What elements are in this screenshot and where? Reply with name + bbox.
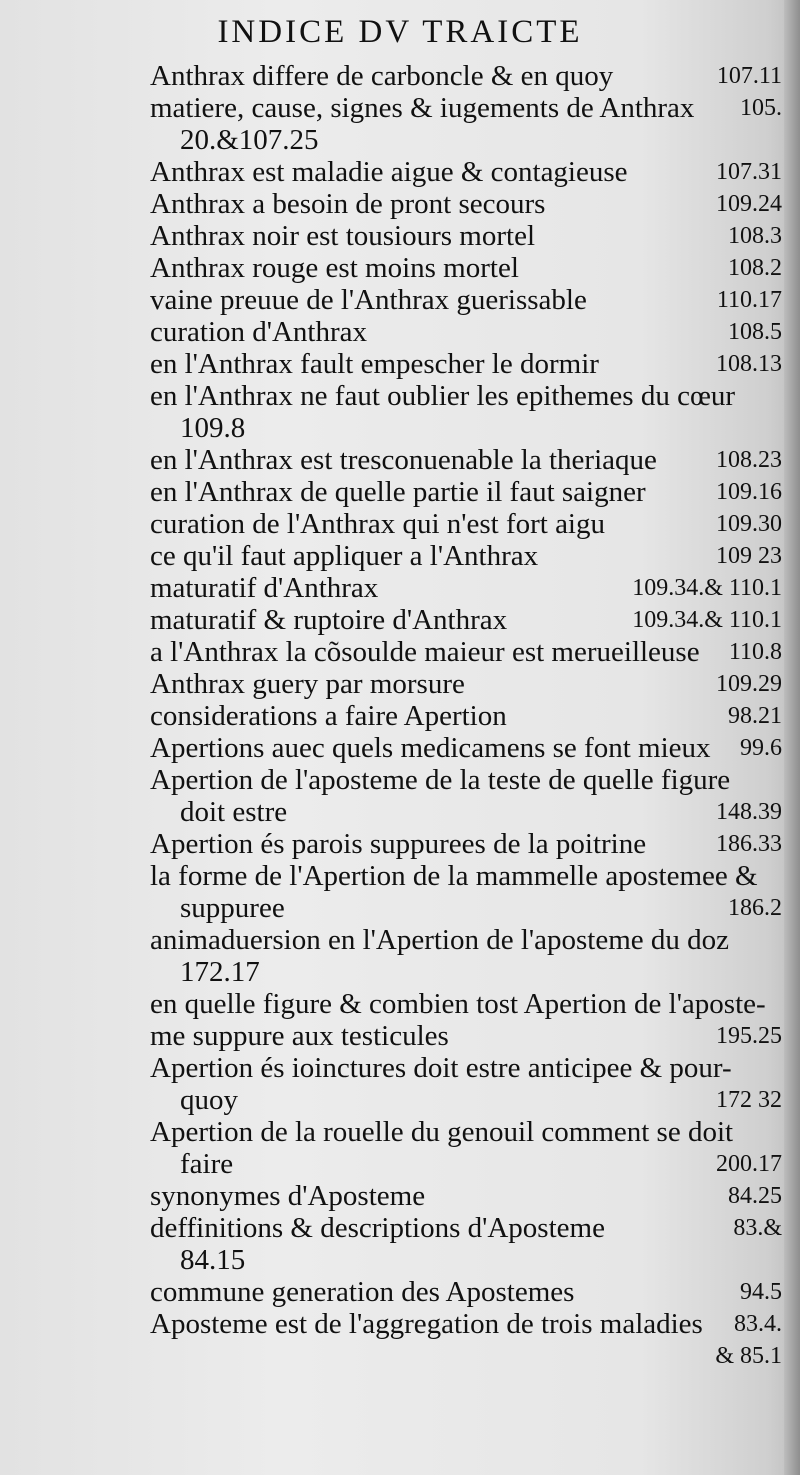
entry-page: 107.11 — [716, 63, 782, 89]
entry-text: Anthrax a besoin de pront secours — [150, 188, 546, 220]
entry-page: 110.17 — [716, 287, 782, 313]
entry-text: ce qu'il faut appliquer a l'Anthrax — [150, 540, 539, 572]
entry-page: 108.23 — [716, 447, 782, 473]
entry-page: 109 23 — [716, 543, 782, 569]
entry-text: suppuree — [180, 892, 285, 924]
entry-page: 200.17 — [716, 1151, 782, 1177]
entry-page: 94.5 — [740, 1279, 782, 1305]
entry-text: maturatif & ruptoire d'Anthrax — [150, 604, 508, 636]
entry-page: 109.29 — [716, 671, 782, 697]
entry-text: en quelle figure & combien tost Apertion de l'aposte- — [150, 988, 766, 1020]
entry-page: 84.25 — [728, 1183, 782, 1209]
entry-text: Anthrax differe de carboncle & en quoy — [150, 60, 614, 92]
entry-page: 186.33 — [716, 831, 782, 857]
entry-page: 83.4. — [734, 1311, 782, 1337]
entry-text: en l'Anthrax ne faut oublier les epithemes du cœur — [150, 380, 736, 412]
entry-text: commune generation des Apostemes — [150, 1276, 575, 1308]
entry-text: en l'Anthrax est tresconuenable la theriaque — [150, 444, 657, 476]
entry-page: & 85.1 — [715, 1343, 782, 1369]
entry-text: synonymes d'Aposteme — [150, 1180, 426, 1212]
entry-page: 186.2 — [728, 895, 782, 921]
entry-page: 83.& — [733, 1215, 782, 1241]
entry-text: Apertion de la rouelle du genouil comment se doit — [150, 1116, 734, 1148]
entry-text: 20.&107.25 — [180, 124, 319, 156]
entry-text: Anthrax rouge est moins mortel — [150, 252, 519, 284]
entry-text: Anthrax est maladie aigue & contagieuse — [150, 156, 628, 188]
entry-text: 172.17 — [180, 956, 260, 988]
entry-text: en l'Anthrax fault empescher le dormir — [150, 348, 599, 380]
page-header: INDICE DV TRAICTE — [217, 14, 583, 50]
entry-text: Aposteme est de l'aggregation de trois maladies — [150, 1308, 703, 1340]
entry-page: 110.8 — [728, 639, 782, 665]
entry-text: Apertions auec quels medicamens se font mieux — [150, 732, 711, 764]
entry-text: me suppure aux testicules — [150, 1020, 449, 1052]
entry-page: 98.21 — [728, 703, 782, 729]
entry-text: curation de l'Anthrax qui n'est fort aigu — [150, 508, 605, 540]
entry-text: curation d'Anthrax — [150, 316, 368, 348]
entry-page: 107.31 — [716, 159, 782, 185]
entry-page: 108.2 — [728, 255, 782, 281]
entry-text: la forme de l'Apertion de la mammelle apostemee & — [150, 860, 758, 892]
entry-page: 109.30 — [716, 511, 782, 537]
entry-text: a l'Anthrax la cõsoulde maieur est merueilleuse — [150, 636, 700, 668]
entry-text: animaduersion en l'Apertion de l'aposteme du doz — [150, 924, 730, 956]
entry-text: en l'Anthrax de quelle partie il faut saigner — [150, 476, 646, 508]
entry-page: 148.39 — [716, 799, 782, 825]
entry-text: Apertion és ioinctures doit estre anticipee & pour- — [150, 1052, 732, 1084]
entry-page: 172 32 — [716, 1087, 782, 1113]
entry-text: Apertion és parois suppurees de la poitrine — [150, 828, 647, 860]
entry-page: 109.34.& 110.1 — [632, 575, 782, 601]
entry-text: vaine preuue de l'Anthrax guerissable — [150, 284, 587, 316]
entry-page: 105. — [740, 95, 782, 121]
entry-text: deffinitions & descriptions d'Aposteme — [150, 1212, 605, 1244]
entry-page: 108.13 — [716, 351, 782, 377]
entry-page: 108.5 — [728, 319, 782, 345]
entry-text: 109.8 — [180, 412, 246, 444]
entry-text: considerations a faire Apertion — [150, 700, 507, 732]
entry-text: quoy — [180, 1084, 238, 1116]
page-edge — [784, 0, 800, 1475]
entry-text: Anthrax guery par morsure — [150, 668, 465, 700]
entry-text: doit estre — [180, 796, 288, 828]
entry-text: faire — [180, 1148, 234, 1180]
entry-text: Anthrax noir est tousiours mortel — [150, 220, 536, 252]
entry-page: 109.24 — [716, 191, 782, 217]
entry-page: 109.16 — [716, 479, 782, 505]
entry-text: maturatif d'Anthrax — [150, 572, 379, 604]
entry-page: 195.25 — [716, 1023, 782, 1049]
entry-text: Apertion de l'aposteme de la teste de quelle figure — [150, 764, 731, 796]
entry-text: matiere, cause, signes & iugements de Anthrax — [150, 92, 695, 124]
entry-text: 84.15 — [180, 1244, 246, 1276]
entry-page: 108.3 — [728, 223, 782, 249]
entry-page: 99.6 — [740, 735, 782, 761]
entry-page: 109.34.& 110.1 — [632, 607, 782, 633]
